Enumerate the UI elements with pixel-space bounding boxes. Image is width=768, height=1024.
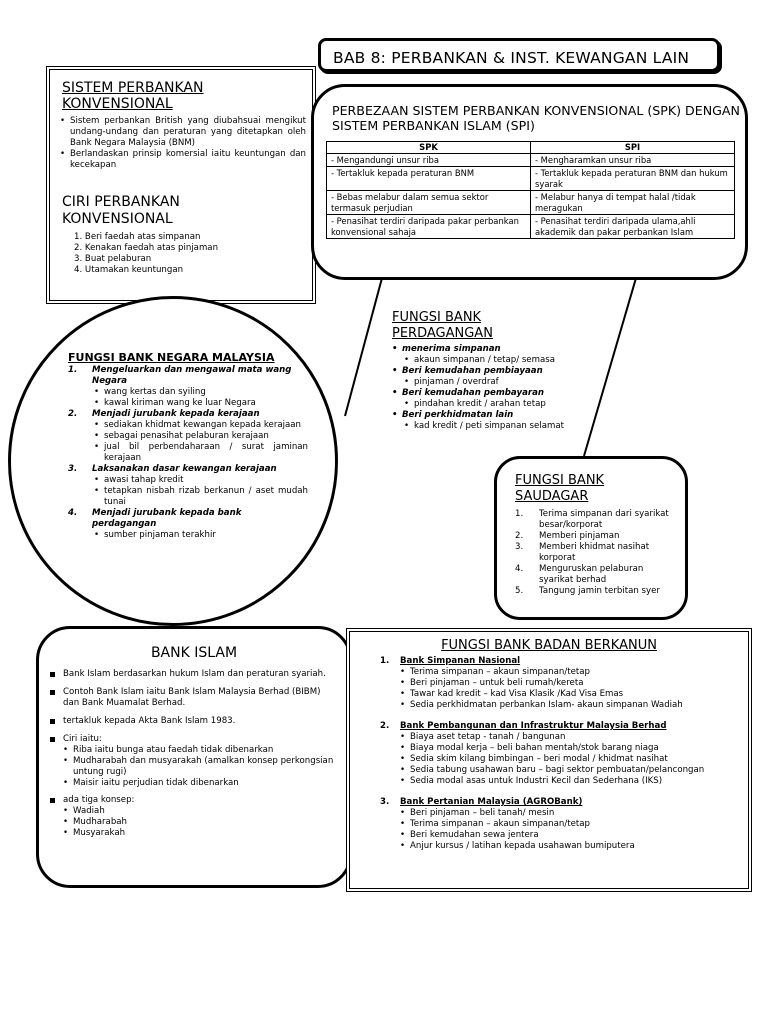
connector-line (584, 278, 636, 456)
perdagangan-list (392, 344, 578, 432)
ciri-heading: CIRI PERBANKAN KONVENSIONAL (62, 194, 180, 227)
cell-spk: - Bebas melabur dalam semua sektor termasuk perjudian (327, 191, 531, 215)
bnm-item (68, 365, 308, 387)
heading-line: FUNGSI BANK (515, 473, 605, 488)
list-item: • sebagai penasihat pelaburan kerajaan (94, 431, 308, 442)
bank-name: Bank Pembangunan dan Infrastruktur Malaysia Berhad (400, 721, 667, 731)
table-row (327, 215, 735, 239)
sistem-konvensional-box (46, 66, 316, 304)
perdagangan-heading (392, 310, 578, 342)
item-number: 3. (68, 464, 78, 474)
page-title-box (318, 38, 720, 72)
cell-spk: - Penasihat terdiri daripada pakar perbankan konvensional sahaja (327, 215, 531, 239)
list-item: • Beri kemudahan sewa jentera (400, 830, 738, 841)
list-item: • akaun simpanan / tetap/ semasa (404, 355, 578, 366)
list-item: 2. Kenakan faedah atas pinjaman (74, 243, 219, 253)
list-item: • Sedia skim kilang bimbingan – beri modal / khidmat nasihat (400, 754, 738, 765)
item-number: 1. (68, 365, 78, 375)
bnm-item (68, 464, 308, 475)
bank-islam-list (49, 795, 335, 806)
list-item: • pinjaman / overdraf (404, 377, 578, 388)
bank-title (380, 797, 738, 808)
list-item: • Maisir iaitu perjudian tidak dibenarkan (63, 778, 335, 789)
item-text: Tangung jamin terbitan syer (539, 586, 660, 596)
list-item (515, 586, 679, 597)
item-number: 5. (515, 586, 524, 596)
heading-line: PERDAGANGAN (392, 326, 493, 341)
list-item (515, 531, 679, 542)
cell-spk: - Mengandungi unsur riba (327, 153, 531, 167)
list-item: • Riba iaitu bunga atau faedah tidak dibenarkan (63, 745, 335, 756)
list-item: • Beri kemudahan pembayaran (392, 388, 578, 399)
item-title: Laksanakan dasar kewangan kerajaan (92, 464, 277, 474)
bnm-sublist (94, 420, 308, 464)
bank-function-list (400, 732, 738, 787)
bank-islam-content (49, 669, 335, 839)
item-title: Menjadi jurubank kepada bank perdagangan (92, 508, 242, 529)
list-item: • Biaya aset tetap - tanah / bangunan (400, 732, 738, 743)
list-item: • Beri perkhidmatan lain (392, 410, 578, 421)
list-item: • Mudharabah dan musyarakah (amalkan konsep perkongsian untung rugi) (63, 756, 335, 778)
list-item: • Mudharabah (63, 817, 335, 828)
list-item: • menerima simpanan (392, 344, 578, 355)
connector-line (345, 278, 382, 416)
ciri-islam-list (63, 745, 335, 789)
list-item (515, 564, 679, 586)
table-row (327, 153, 735, 167)
cell-spk: - Tertakluk kepada peraturan BNM (327, 167, 531, 191)
list-item: • Sedia tabung usahawan baru – bagi sektor pembuatan/pelancongan (400, 765, 738, 776)
sistem-heading: SISTEM PERBANKAN KONVENSIONAL (62, 80, 204, 112)
berkanun-content (380, 656, 738, 852)
cell-spi: - Penasihat terdiri daripada ulama,ahli akademik dan pakar perbankan Islam (531, 215, 735, 239)
list-item: • sumber pinjaman terakhir (94, 530, 308, 541)
list-item: • kad kredit / peti simpanan selamat (404, 421, 578, 432)
bnm-sublist (94, 475, 308, 508)
list-item: • Terima simpanan – akaun simpanan/tetap (400, 667, 738, 678)
item-number: 1. (515, 509, 524, 519)
saudagar-heading (515, 473, 604, 505)
list-item: • Beri kemudahan pembiayaan (392, 366, 578, 377)
bnm-item (68, 409, 308, 420)
list-item: • Musyarakah (63, 828, 335, 839)
bank-function-list (400, 808, 738, 852)
list-item: 3. Buat pelaburan (74, 254, 152, 264)
berkanun-heading: FUNGSI BANK BADAN BERKANUN (441, 638, 657, 653)
item-number: 4. (68, 508, 78, 518)
list-item: ada tiga konsep: (49, 795, 335, 806)
bank-title (380, 721, 738, 732)
list-item: • Sedia modal asas untuk Industri Kecil dan Sederhana (IKS) (400, 776, 738, 787)
item-number: 2. (515, 531, 524, 541)
bnm-item (68, 508, 308, 530)
col-spk: SPK (327, 142, 531, 154)
list-item: • jual bil perbendaharaan / surat jaminan kerajaan (94, 442, 308, 464)
saudagar-box (494, 456, 688, 620)
list-item: Bank Islam berdasarkan hukum Islam dan peraturan syariah. (49, 669, 335, 680)
bnm-heading: FUNGSI BANK NEGARA MALAYSIA (68, 351, 275, 364)
cell-spi: - Mengharamkan unsur riba (531, 153, 735, 167)
bank-name: Bank Pertanian Malaysia (AGROBank) (400, 797, 583, 807)
list-item: • Sedia perkhidmatan perbankan Islam- akaun simpanan Wadiah (400, 700, 738, 711)
list-item: • Tawar kad kredit – kad Visa Klasik /Kad Visa Emas (400, 689, 738, 700)
item-title: Mengeluarkan dan mengawal mata wang Negara (92, 365, 292, 386)
bank-name: Bank Simpanan Nasional (400, 656, 521, 666)
item-text: Menguruskan pelaburan syarikat berhad (539, 564, 644, 585)
heading-line: FUNGSI BANK (392, 310, 482, 325)
col-spi: SPI (531, 142, 735, 154)
list-item: • Anjur kursus / latihan kepada usahawan bumiputera (400, 841, 738, 852)
list-item: • sediakan khidmat kewangan kepada kerajaan (94, 420, 308, 431)
konsep-list (63, 806, 335, 839)
list-item: • pindahan kredit / arahan tetap (404, 399, 578, 410)
perdagangan-section (392, 310, 578, 432)
bank-islam-box (36, 626, 352, 888)
list-item: Contoh Bank Islam iaitu Bank Islam Malaysia Berhad (BIBM) dan Bank Muamalat Berhad. (49, 687, 335, 709)
comparison-table (326, 141, 735, 239)
berkanun-box (346, 628, 752, 892)
cell-spi: - Melabur hanya di tempat halal /tidak meragukan (531, 191, 735, 215)
item-number: 3. (380, 797, 390, 807)
ciri-list (74, 232, 294, 276)
bank-islam-list (49, 669, 335, 745)
bnm-content (68, 352, 308, 541)
cell-spi: - Tertakluk kepada peraturan BNM dan hukum syarak (531, 167, 735, 191)
list-item: • Terima simpanan – akaun simpanan/tetap (400, 819, 738, 830)
bank-islam-heading: BANK ISLAM (150, 645, 238, 661)
item-number: 1. (380, 656, 390, 666)
list-item: • tetapkan nisbah rizab berkanun / aset mudah tunai (94, 486, 308, 508)
list-item: • Sistem perbankan British yang diubahsuai mengikut undang-undang dan peraturan yang ditetapkan oleh Bank Negara Malaysia (BNM) (60, 116, 306, 149)
list-item: 1. Beri faedah atas simpanan (74, 232, 201, 242)
item-number: 4. (515, 564, 524, 574)
list-item: • wang kertas dan syiling (94, 387, 308, 398)
heading-line: SAUDAGAR (515, 489, 589, 504)
table-row (327, 191, 735, 215)
sistem-points (60, 116, 306, 171)
table-row (327, 167, 735, 191)
item-text: Terima simpanan dari syarikat besar/korporat (539, 509, 669, 530)
perbezaan-heading: PERBEZAAN SISTEM PERBANKAN KONVENSIONAL (SPK) DENGAN SISTEM PERBANKAN ISLAM (SPI) (332, 103, 740, 133)
list-item: • Beri pinjaman – beli tanah/ mesin (400, 808, 738, 819)
bnm-sublist (94, 387, 308, 409)
list-item: • Wadiah (63, 806, 335, 817)
item-number: 2. (68, 409, 78, 419)
item-text: Memberi khidmat nasihat korporat (539, 542, 650, 563)
list-item: 4. Utamakan keuntungan (74, 265, 184, 275)
item-title: Menjadi jurubank kepada kerajaan (92, 409, 260, 419)
list-item (515, 509, 679, 531)
list-item: • kawal kiriman wang ke luar Negara (94, 398, 308, 409)
bank-function-list (400, 667, 738, 711)
list-item: • awasi tahap kredit (94, 475, 308, 486)
page-title: BAB 8: PERBANKAN & INST. KEWANGAN LAIN (333, 49, 690, 67)
list-item: tertakluk kepada Akta Bank Islam 1983. (49, 716, 335, 727)
list-item: • Beri pinjaman – untuk beli rumah/kereta (400, 678, 738, 689)
item-number: 3. (515, 542, 524, 552)
list-item: Ciri iaitu: (49, 734, 335, 745)
list-item: • Biaya modal kerja – beli bahan mentah/stok barang niaga (400, 743, 738, 754)
item-text: Memberi pinjaman (539, 531, 620, 541)
item-number: 2. (380, 721, 390, 731)
list-item (515, 542, 679, 564)
table-header-row (327, 142, 735, 154)
bnm-sublist (94, 530, 308, 541)
saudagar-list (515, 509, 679, 597)
perbezaan-box (311, 84, 748, 280)
list-item: • Berlandaskan prinsip komersial iaitu keuntungan dan kecekapan (60, 149, 306, 171)
bank-title (380, 656, 738, 667)
